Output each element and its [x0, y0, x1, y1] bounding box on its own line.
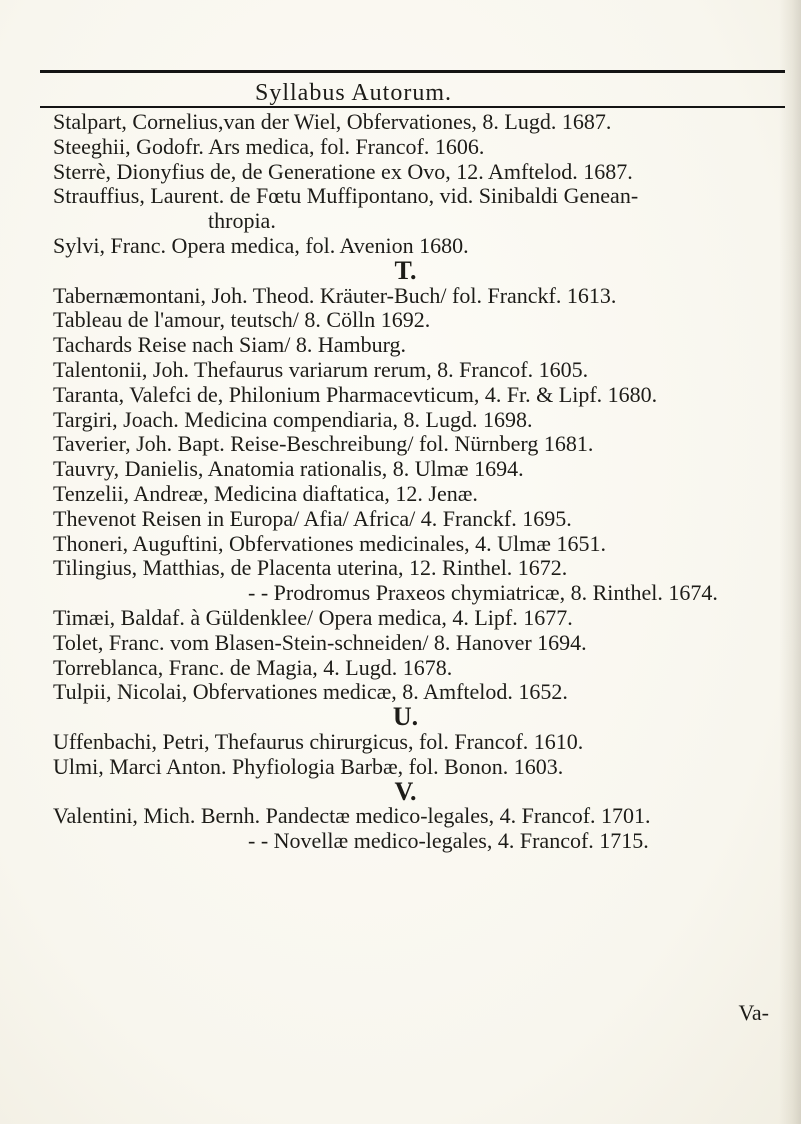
section-letter: V. — [394, 776, 417, 806]
head-rule — [40, 106, 785, 108]
top-rule — [40, 70, 785, 73]
bibliography-entry: Tulpii, Nicolai, Obfervationes medicæ, 8. Amftelod. 1652. — [53, 680, 568, 705]
bibliography-entry: Tachards Reise nach Siam/ 8. Hamburg. — [53, 333, 407, 358]
bibliography-entry: thropia. — [208, 209, 276, 234]
bibliography-entry: Uffenbachi, Petri, Thefaurus chirurgicus, fol. Francof. 1610. — [53, 729, 584, 754]
bibliography-entry: Ulmi, Marci Anton. Phyfiologia Barbæ, fol. Bonon. 1603. — [53, 754, 564, 779]
bibliography-entry: Steeghii, Godofr. Ars medica, fol. Francof. 1606. — [53, 134, 485, 159]
bibliography-entry: Tolet, Franc. vom Blasen-Stein-schneiden/ 8. Hanover 1694. — [53, 630, 587, 655]
bibliography-entry: - - Novellæ medico-legales, 4. Francof. 1715. — [248, 829, 649, 854]
bibliography-entry: Tabernæmontani, Joh. Theod. Kräuter-Buch/ fol. Franckf. 1613. — [53, 283, 617, 308]
bibliography-entry: Targiri, Joach. Medicina compendiaria, 8. Lugd. 1698. — [53, 407, 533, 432]
bibliography-entry: Tenzelii, Andreæ, Medicina diaftatica, 12. Jenæ. — [53, 481, 478, 506]
bibliography-entry: Thevenot Reisen in Europa/ Afia/ Africa/ 4. Franckf. 1695. — [53, 506, 572, 531]
bibliography-list — [53, 110, 788, 854]
bibliography-entry: Thoneri, Auguftini, Obfervationes medicinales, 4. Ulmæ 1651. — [53, 531, 606, 556]
bibliography-entry: Valentini, Mich. Bernh. Pandectæ medico-legales, 4. Francof. 1701. — [53, 804, 651, 829]
bibliography-entry: Timæi, Baldaf. à Güldenklee/ Opera medica, 4. Lipf. 1677. — [53, 605, 573, 630]
bibliography-entry: Strauffius, Laurent. de Fœtu Muffipontano, vid. Sinibaldi Genean- — [53, 184, 639, 209]
bibliography-entry: Taranta, Valefci de, Philonium Pharmacevticum, 4. Fr. & Lipf. 1680. — [53, 382, 658, 407]
section-letter: U. — [392, 702, 419, 732]
bibliography-entry: Talentonii, Joh. Thefaurus variarum rerum, 8. Francof. 1605. — [53, 357, 589, 382]
bibliography-entry: Sylvi, Franc. Opera medica, fol. Avenion 1680. — [53, 233, 469, 258]
bibliography-entry: - - Prodromus Praxeos chymiatricæ, 8. Rinthel. 1674. — [248, 581, 718, 606]
section-letter: T. — [394, 255, 417, 285]
running-head: Syllabus Autorum. — [255, 80, 453, 106]
catchword: Va- — [738, 1000, 769, 1025]
bibliography-entry: Tilingius, Matthias, de Placenta uterina, 12. Rinthel. 1672. — [53, 556, 568, 581]
bibliography-entry: Sterrè, Dionyfius de, de Generatione ex Ovo, 12. Amftelod. 1687. — [53, 159, 633, 184]
bibliography-entry: Torreblanca, Franc. de Magia, 4. Lugd. 1678. — [53, 655, 453, 680]
bibliography-entry: Tauvry, Danielis, Anatomia rationalis, 8. Ulmæ 1694. — [53, 457, 524, 482]
bibliography-entry: Tableau de l'amour, teutsch/ 8. Cölln 1692. — [53, 308, 431, 333]
bibliography-entry: Taverier, Joh. Bapt. Reise-Beschreibung/ fol. Nürnberg 1681. — [53, 432, 594, 457]
bibliography-entry: Stalpart, Cornelius,van der Wiel, Obfervationes, 8. Lugd. 1687. — [53, 110, 612, 134]
